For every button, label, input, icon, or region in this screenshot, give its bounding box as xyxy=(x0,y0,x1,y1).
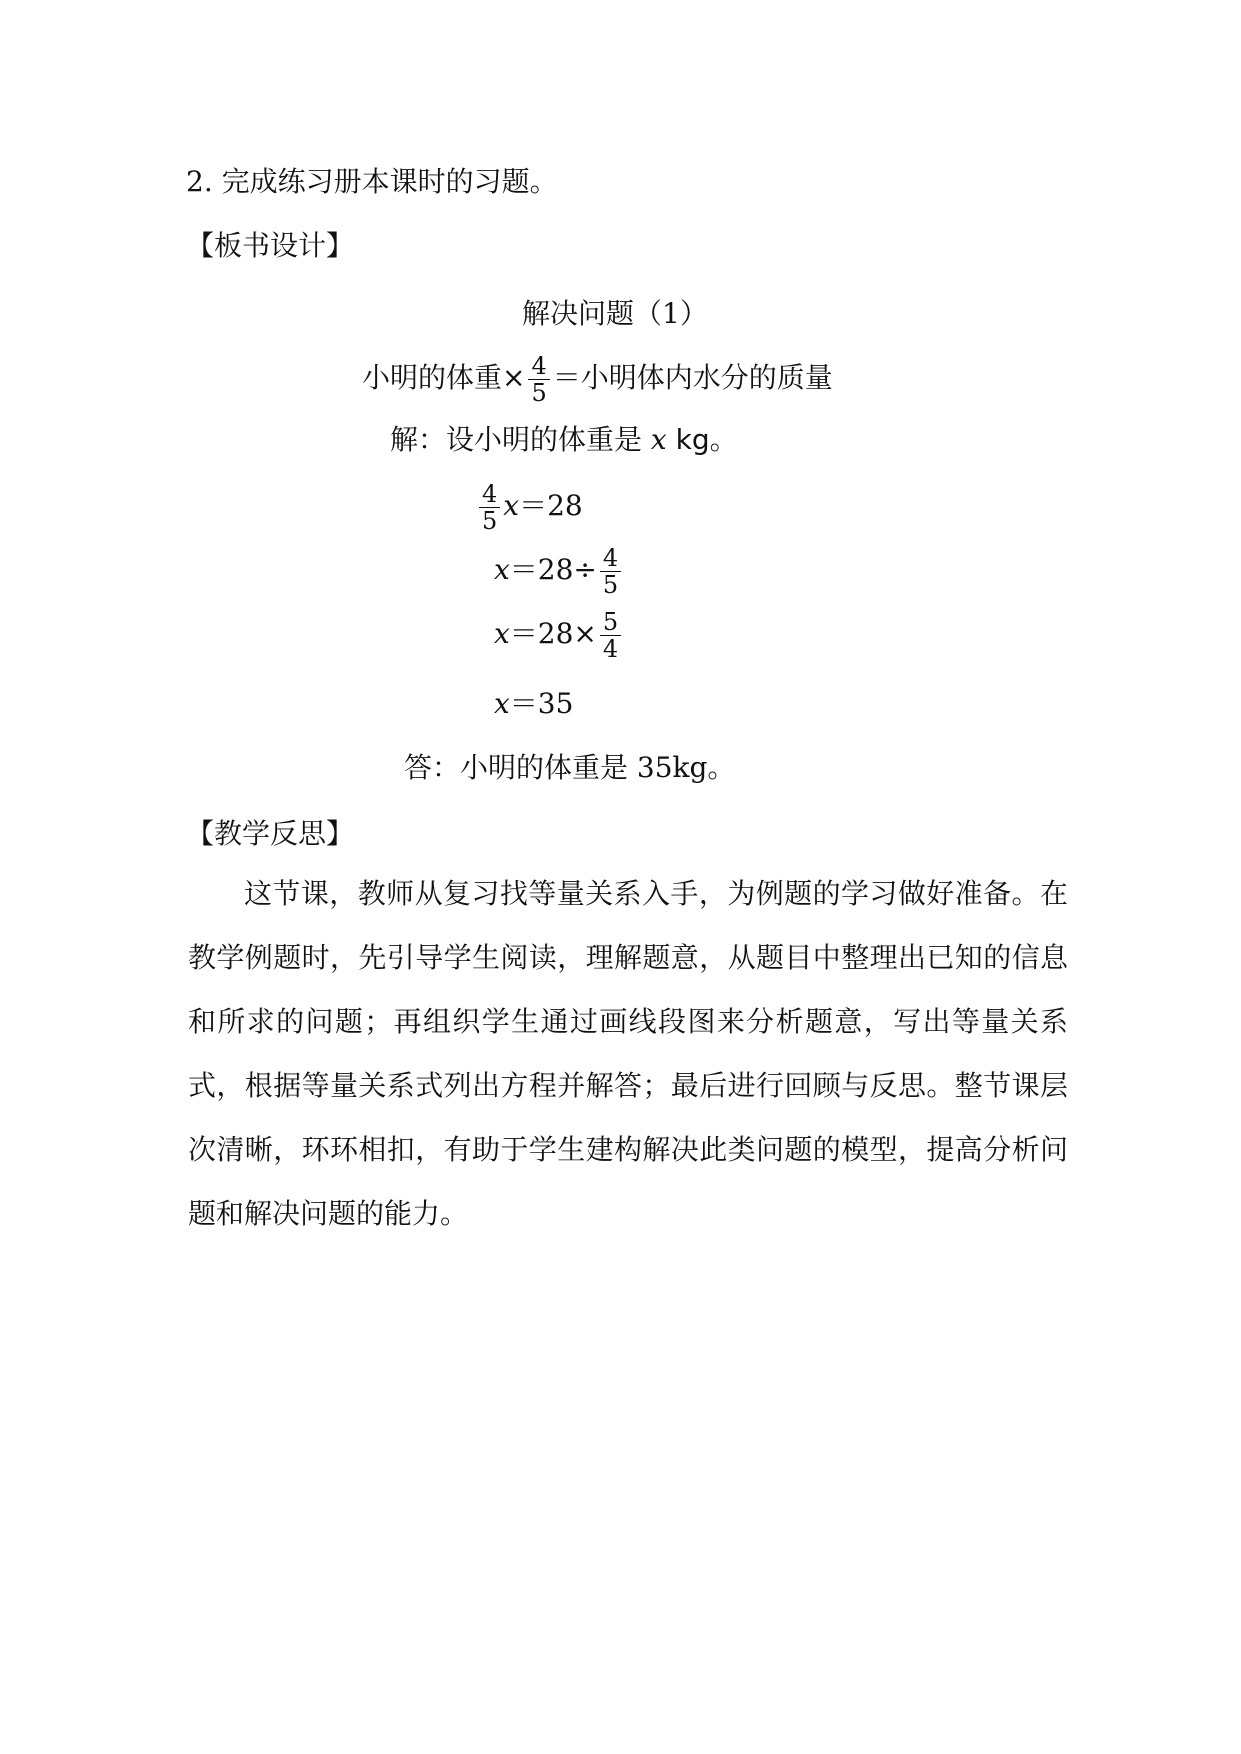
step-2-rest: ＝28÷ xyxy=(509,553,597,586)
step-2-denominator: 5 xyxy=(602,571,619,599)
step-4-variable: x xyxy=(494,687,510,720)
homework-item: 2. 完成练习册本课时的习题。 xyxy=(186,165,558,198)
equation-step-2 xyxy=(494,540,624,600)
step-2-variable: x xyxy=(494,553,510,586)
reflection-heading: 【教学反思】 xyxy=(186,817,355,850)
relation-fraction-denominator: 5 xyxy=(531,379,547,407)
step-1-variable: x xyxy=(503,489,520,522)
solution-setup xyxy=(390,422,738,458)
step-4-rest: ＝35 xyxy=(509,687,574,720)
step-2-numerator: 4 xyxy=(600,545,621,572)
step-3-rest: ＝28× xyxy=(509,617,597,650)
solution-unit: kg。 xyxy=(675,423,738,456)
board-design-heading: 【板书设计】 xyxy=(186,229,355,262)
answer-line: 答：小明的体重是 35kg。 xyxy=(404,751,736,784)
relation-fraction xyxy=(528,353,549,406)
step-1-rest: ＝28 xyxy=(519,489,583,522)
step-3-variable: x xyxy=(494,617,510,650)
relation-line xyxy=(362,348,833,408)
step-1-fraction xyxy=(479,481,500,534)
relation-fraction-numerator: 4 xyxy=(528,353,549,380)
relation-right: ＝小明体内水分的质量 xyxy=(552,361,833,394)
step-3-denominator: 4 xyxy=(602,635,619,663)
solution-variable: x xyxy=(650,423,667,456)
board-title: 解决问题（1） xyxy=(522,297,708,330)
step-2-fraction xyxy=(600,545,621,598)
step-3-fraction xyxy=(600,609,621,662)
step-1-numerator: 4 xyxy=(479,481,500,508)
step-1-denominator: 5 xyxy=(482,507,498,535)
equation-step-3 xyxy=(494,604,624,664)
relation-left: 小明的体重× xyxy=(362,361,526,394)
step-3-numerator: 5 xyxy=(600,609,621,636)
solution-prefix: 解：设小明的体重是 xyxy=(390,423,643,456)
equation-step-4 xyxy=(494,686,573,722)
reflection-body: 这节课，教师从复习找等量关系入手，为例题的学习做好准备。在教学例题时，先引导学生阅读，理解题意，从题目中整理出已知的信息和所求的问题；再组织学生通过画线段图来分析题意，写出等量关系式，根据等量关系式列出方程并解答；最后进行回顾与反思。整节课层次清晰，环环相扣，有助于学生建构解决此类问题的模型，提高分析问题和解决问题的能力。 xyxy=(188,877,1068,1230)
equation-step-1 xyxy=(476,476,583,536)
